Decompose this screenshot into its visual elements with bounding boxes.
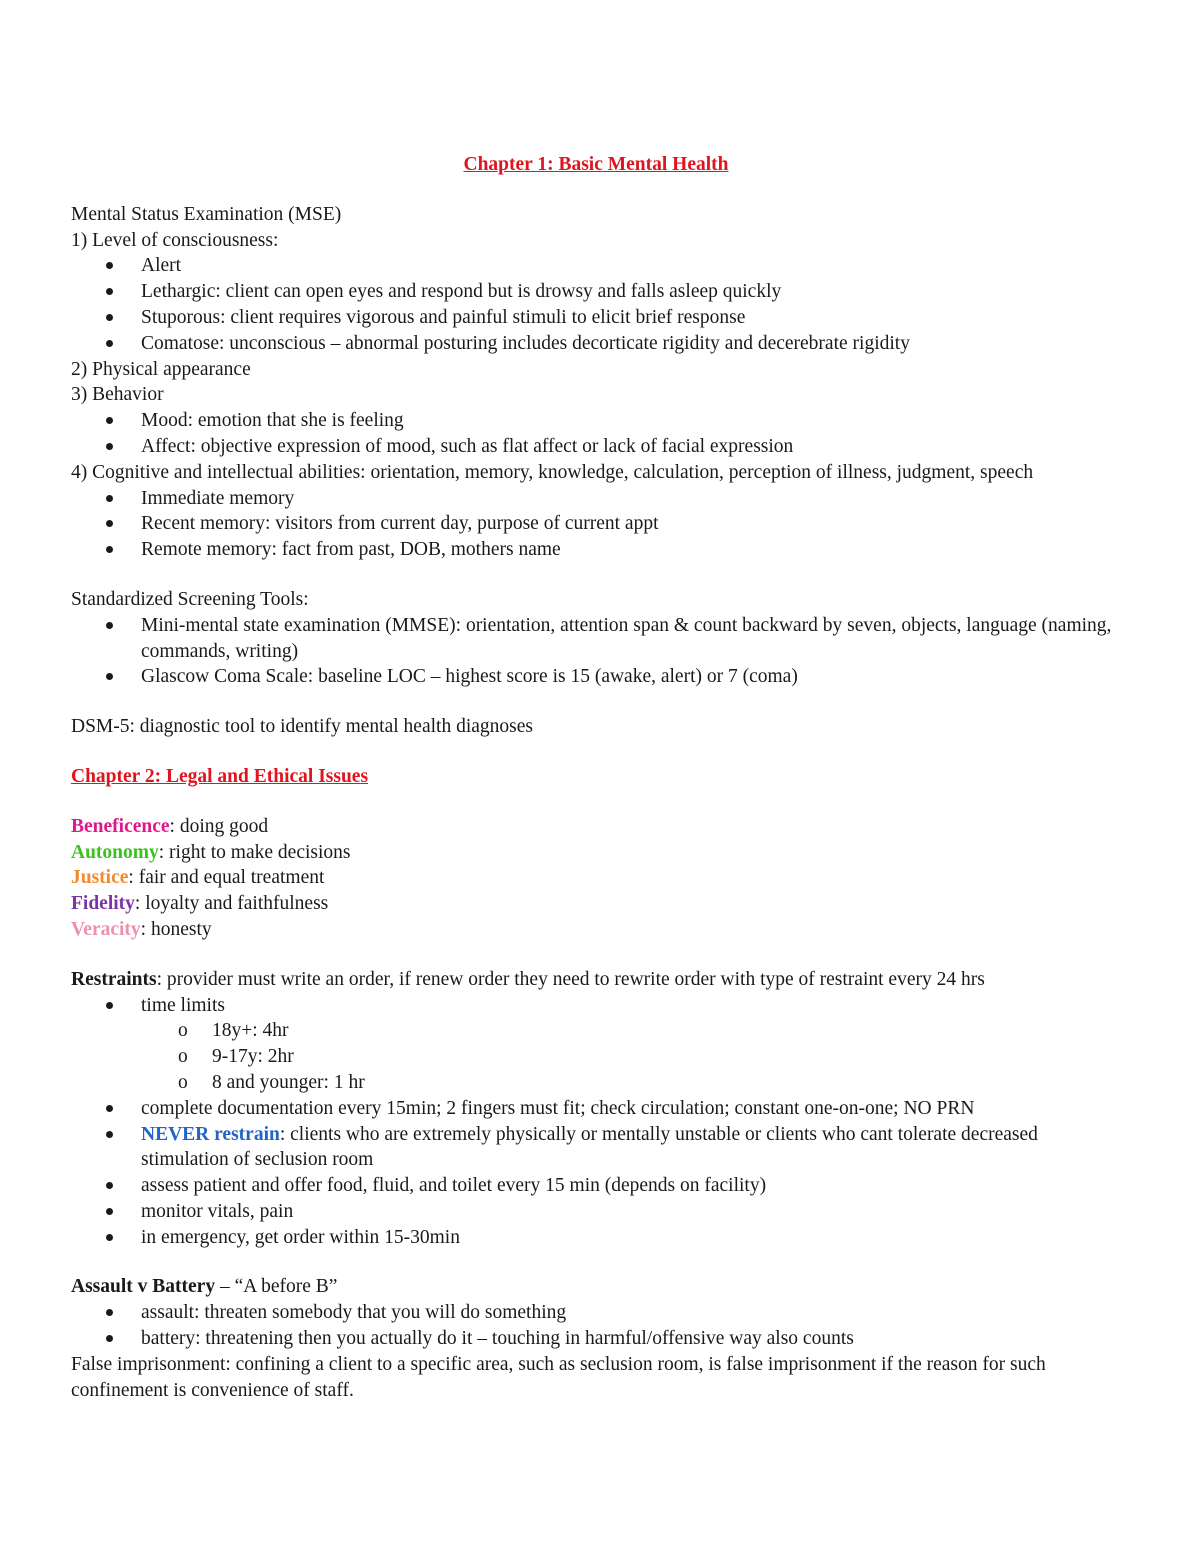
restraints-definition: : provider must write an order, if renew order they need to rewrite order with type of restraint every 24 hrs xyxy=(156,968,985,990)
list-item: Stuporous: client requires vigorous and painful stimuli to elicit brief response xyxy=(71,305,1121,331)
list-item: Comatose: unconscious – abnormal posturing includes decorticate rigidity and decerebrate rigidity xyxy=(71,331,1121,357)
chapter-2-title: Chapter 2: Legal and Ethical Issues xyxy=(71,765,369,787)
principle-justice xyxy=(71,865,1121,891)
time-limit-value: 8 and younger: 1 hr xyxy=(212,1071,365,1093)
principle-veracity xyxy=(71,917,1121,943)
list-item xyxy=(71,993,1121,1019)
principle-definition: : doing good xyxy=(169,815,269,837)
restraints-list-continued xyxy=(71,1096,1121,1251)
list-item: battery: threatening then you actually do it – touching in harmful/offensive way also counts xyxy=(71,1326,1121,1352)
sub-list-item xyxy=(71,1018,1121,1044)
list-item: assault: threaten somebody that you will do something xyxy=(71,1300,1121,1326)
principle-beneficence xyxy=(71,814,1121,840)
chapter-1-title: Chapter 1: Basic Mental Health xyxy=(463,154,729,175)
time-limits-list xyxy=(71,1018,1121,1095)
screening-tools-list xyxy=(71,613,1121,690)
loc-heading: 1) Level of consciousness: xyxy=(71,229,279,251)
memory-list xyxy=(71,486,1121,563)
list-item: Alert xyxy=(71,253,1121,279)
restraints-list xyxy=(71,993,1121,1019)
list-item: assess patient and offer food, fluid, and toilet every 15 min (depends on facility) xyxy=(71,1173,1121,1199)
screening-tools-heading: Standardized Screening Tools: xyxy=(71,588,309,610)
list-item: Immediate memory xyxy=(71,486,1121,512)
time-limits-label: time limits xyxy=(141,994,225,1016)
behavior-heading: 3) Behavior xyxy=(71,384,164,406)
list-item: Affect: objective expression of mood, such as flat affect or lack of facial expression xyxy=(71,434,1121,460)
sub-list-item xyxy=(71,1070,1121,1096)
assault-battery-mnemonic: – “A before B” xyxy=(215,1276,338,1298)
principle-definition: : fair and equal treatment xyxy=(128,867,325,889)
sub-bullet-marker: o xyxy=(178,1071,188,1093)
list-item: in emergency, get order within 15-30min xyxy=(71,1225,1121,1251)
principle-autonomy xyxy=(71,840,1121,866)
never-restrain-definition: : clients who are extremely physically or mentally unstable or clients who cant tolerate decreased stimulation of seclusion room xyxy=(141,1123,1038,1171)
assault-battery-list xyxy=(71,1300,1121,1352)
list-item: complete documentation every 15min; 2 fingers must fit; check circulation; constant one-on-one; NO PRN xyxy=(71,1096,1121,1122)
dsm-line: DSM-5: diagnostic tool to identify mental health diagnoses xyxy=(71,716,533,738)
sub-bullet-marker: o xyxy=(178,1046,188,1068)
list-item: monitor vitals, pain xyxy=(71,1199,1121,1225)
restraints-line xyxy=(71,967,1121,993)
list-item: Lethargic: client can open eyes and respond but is drowsy and falls asleep quickly xyxy=(71,279,1121,305)
principle-definition: : loyalty and faithfulness xyxy=(134,893,329,915)
cognitive-heading: 4) Cognitive and intellectual abilities: orientation, memory, knowledge, calculation, perception of illness, judgment, speech xyxy=(71,461,1034,483)
principle-term: Autonomy xyxy=(71,841,159,863)
sub-bullet-marker: o xyxy=(178,1020,188,1042)
list-item: Mood: emotion that she is feeling xyxy=(71,408,1121,434)
time-limit-value: 18y+: 4hr xyxy=(212,1020,289,1042)
principle-definition: : right to make decisions xyxy=(158,841,351,863)
principle-term: Fidelity xyxy=(71,893,135,915)
behavior-list xyxy=(71,408,1121,460)
list-item: Remote memory: fact from past, DOB, mothers name xyxy=(71,537,1121,563)
principle-term: Veracity xyxy=(71,918,141,940)
mse-heading: Mental Status Examination (MSE) xyxy=(71,203,342,225)
principle-definition: : honesty xyxy=(140,918,212,940)
list-item xyxy=(71,1122,1121,1174)
principle-fidelity xyxy=(71,891,1121,917)
false-imprisonment: False imprisonment: confining a client to a specific area, such as seclusion room, is false imprisonment if the reason for such confinement is convenience of staff. xyxy=(71,1353,1046,1401)
never-restrain-term: NEVER restrain xyxy=(141,1123,280,1145)
principle-term: Justice xyxy=(71,867,129,889)
restraints-term: Restraints xyxy=(71,968,157,990)
list-item: Recent memory: visitors from current day, purpose of current appt xyxy=(71,511,1121,537)
assault-battery-line xyxy=(71,1274,1121,1300)
document-page xyxy=(71,152,1121,1403)
list-item: Glascow Coma Scale: baseline LOC – highest score is 15 (awake, alert) or 7 (coma) xyxy=(71,664,1121,690)
sub-list-item xyxy=(71,1044,1121,1070)
time-limit-value: 9-17y: 2hr xyxy=(212,1046,294,1068)
assault-battery-term: Assault v Battery xyxy=(71,1276,216,1298)
loc-list xyxy=(71,253,1121,356)
principle-term: Beneficence xyxy=(71,815,170,837)
physical-appearance: 2) Physical appearance xyxy=(71,358,251,380)
list-item: Mini-mental state examination (MMSE): orientation, attention span & count backward by seven, objects, language (naming, commands, writing) xyxy=(71,613,1121,665)
